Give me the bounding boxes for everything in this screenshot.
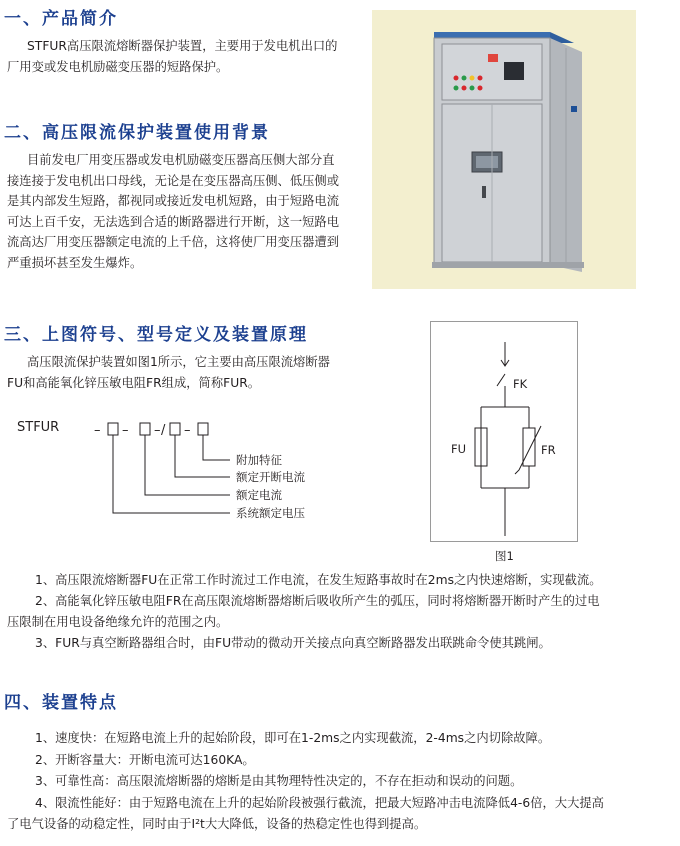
product-photo (372, 10, 636, 289)
principle-item: 2、高能氧化锌压敏电阻FR在高压限流熔断器熔断后吸收所产生的弧压，同时将熔断器开断时产生的过电 (35, 594, 600, 608)
fuse-varistor-circuit-icon (431, 322, 577, 541)
section-2-line: 是其内部发生短路，都视同或接近发电机短路，由于短路电流 (7, 194, 340, 208)
model-legend-item: 附加特征 (236, 453, 282, 467)
section-3-intro-line: 高压限流保护装置如图1所示，它主要由高压限流熔断器 (27, 355, 330, 369)
section-2-line: 严重损坏甚至发生爆炸。 (7, 255, 143, 270)
svg-text:–: – (184, 423, 191, 438)
svg-text:–: – (94, 423, 101, 438)
principle-item: 1、高压限流熔断器FU在正常工作时流过工作电流，在发生短路事故时在2ms之内快速熔断，实现截流。 (35, 573, 602, 587)
label-fr: FR (541, 443, 556, 457)
section-4-heading: 四、装置特点 (4, 693, 118, 713)
section-2-heading: 二、高压限流保护装置使用背景 (4, 123, 270, 143)
model-prefix: STFUR (17, 420, 60, 435)
section-3-intro (7, 352, 330, 393)
svg-text:–: – (154, 423, 161, 438)
feature-item: 4、限流性能好：由于短路电流在上升的起始阶段被强行截流，把最大短路冲击电流降低4-6倍，大大提高 (35, 795, 604, 810)
section-1-body (7, 36, 338, 77)
switchgear-cabinet-icon (372, 10, 636, 289)
feature-item: 1、速度快：在短路电流上升的起始阶段，即可在1-2ms之内实现截流，2-4ms之内切除故障。 (35, 731, 551, 745)
section-2-line: 可达上百千安，无法选到合适的断路器进行开断，这一短路电 (7, 214, 340, 229)
section-3-points (7, 570, 602, 654)
section-2-line: 接连接于发电机出口母线，无论是在变压器高压侧、低压侧或 (7, 173, 340, 188)
svg-text:/: / (161, 423, 166, 438)
feature-item-cont: 了电气设备的动稳定性，同时由于I²t大大降低，设备的热稳定性也得到提高。 (7, 817, 427, 831)
section-3-intro-line: FU和高能氧化锌压敏电阻FR组成，简称FUR。 (7, 375, 261, 390)
label-fk: FK (513, 377, 528, 391)
section-1-line: STFUR高压限流熔断器保护装置，主要用于发电机出口的 (27, 39, 338, 53)
model-legend-item: 系统额定电压 (236, 506, 305, 520)
section-1-heading: 一、产品简介 (4, 9, 118, 29)
section-2-line: 流高达厂用变压器额定电流的上千倍，这将使厂用变压器遭到 (7, 235, 340, 249)
figure-1-caption: 图1 (495, 549, 514, 563)
section-4-points (7, 728, 604, 836)
feature-item: 3、可靠性高：高压限流熔断器的熔断是由其物理特性决定的，不存在拒动和误动的问题。 (35, 774, 523, 788)
principle-item-cont: 压限制在用电设备绝缘允许的范围之内。 (7, 615, 229, 629)
principle-item: 3、FUR与真空断路器组合时，由FU带动的微动开关接点向真空断路器发出联跳命令使其跳闸。 (35, 636, 551, 650)
section-2-line: 目前发电厂用变压器或发电机励磁变压器高压侧大部分直 (27, 153, 335, 167)
figure-1-circuit (430, 321, 578, 542)
model-legend-item: 额定电流 (236, 488, 282, 502)
section-2-body (7, 150, 340, 273)
model-legend-item: 额定开断电流 (236, 470, 305, 484)
section-3-heading: 三、上图符号、型号定义及装置原理 (4, 325, 308, 345)
section-1-line: 厂用变或发电机励磁变压器的短路保护。 (7, 59, 229, 74)
model-designation-diagram (16, 420, 336, 530)
feature-item: 2、开断容量大：开断电流可达160KA。 (35, 752, 255, 767)
label-fu: FU (451, 442, 467, 456)
svg-text:–: – (122, 423, 129, 438)
